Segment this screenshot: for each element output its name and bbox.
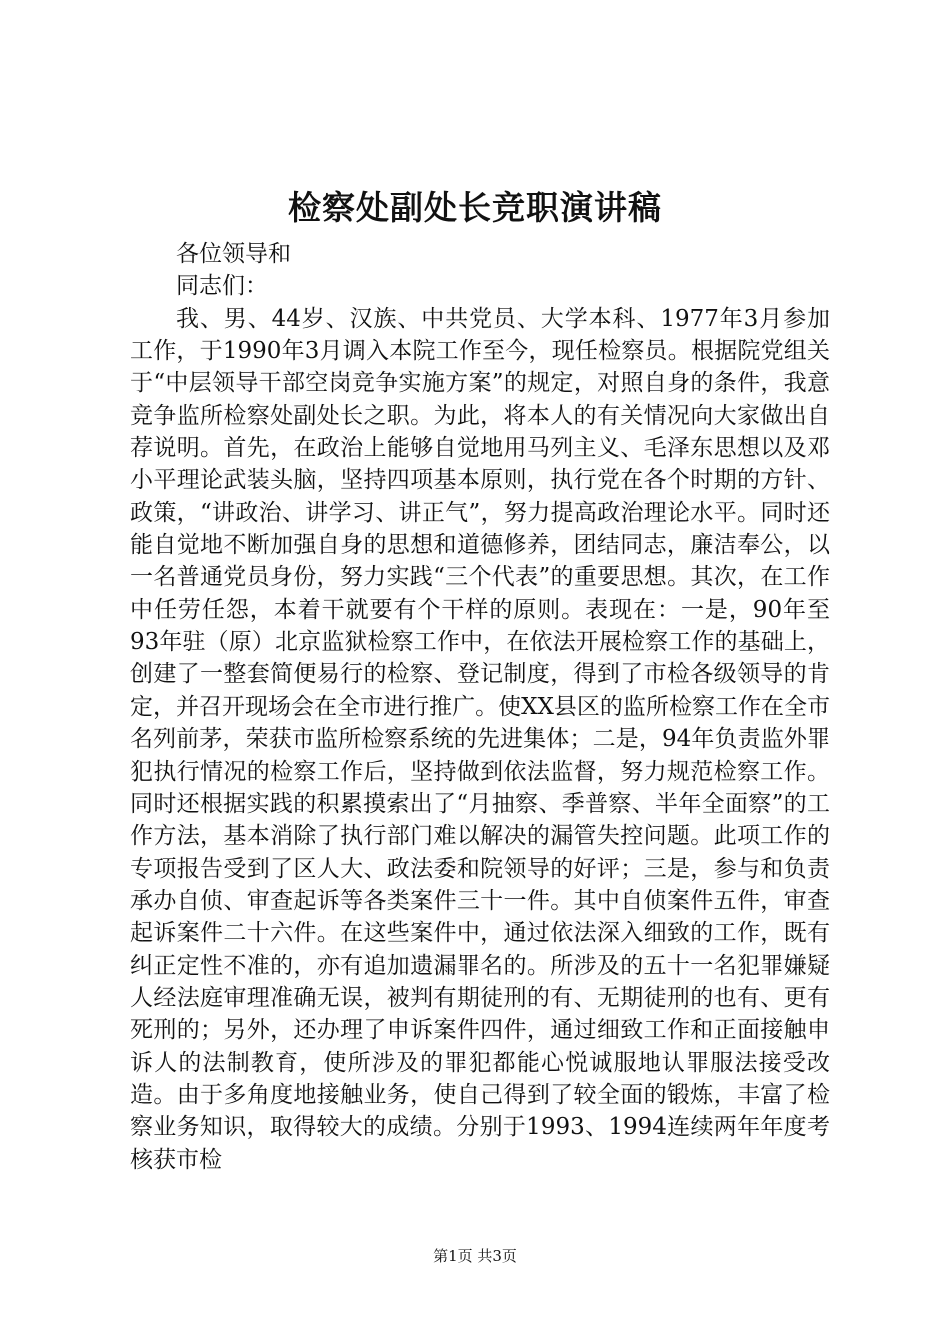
document-title: 检察处副处长竞职演讲稿	[288, 188, 662, 227]
page-footer: 第1页 共3页	[433, 1247, 517, 1265]
body-paragraph: 我、男、44岁、汉族、中共党员、大学本科、1977年3月参加工作，于1990年3月调入本院工作至今，现任检察员。根据院党组关于“中层领导干部空岗竞争实施方案”的规定，对照自身的条件，我意竞争监所检察处副处长之职。为此，将本人的有关情况向大家做出自荐说明。首先，在政治上能够自觉地用马列主义、毛泽东思想以及邓小平理论武装头脑，坚持四项基本原则，执行党在各个时期的方针、政策，“讲政治、讲学习、讲正气”，努力提高政治理论水平。同时还能自觉地不断加强自身的思想和道德修养，团结同志，廉洁奉公，以一名普通党员身份，努力实践“三个代表”的重要思想。其次，在工作中任劳任怨，本着干就要有个干样的原则。表现在：一是，90年至93年驻（原）北京监狱检察工作中，在依法开展检察工作的基础上，创建了一整套简便易行的检察、登记制度，得到了市检各级领导的肯定，并召开现场会在全市进行推广。使XX县区的监所检察工作在全市名列前茅，荣获市监所检察系统的先进集体；二是，94年负责监外罪犯执行情况的检察工作后，坚持做到依法监督，努力规范检察工作。同时还根据实践的积累摸索出了“月抽察、季普察、半年全面察”的工作方法，基本消除了执行部门难以解决的漏管失控问题。此项工作的专项报告受到了区人大、政法委和院领导的好评；三是，参与和负责承办自侦、审查起诉等各类案件三十一件。其中自侦案件五件，审查起诉案件二十六件。在这些案件中，通过依法深入细致的工作，既有纠正定性不准的，亦有追加遗漏罪名的。所涉及的五十一名犯罪嫌疑人经法庭审理准确无误，被判有期徒刑的有、无期徒刑的也有、更有死刑的；另外，还办理了申诉案件四件，通过细致工作和正面接触申诉人的法制教育，使所涉及的罪犯都能心悦诚服地认罪服法接受改造。由于多角度地接触业务，使自己得到了较全面的锻炼，丰富了检察业务知识，取得较大的成绩。分别于1993、1994连续两年年度考核获市检	[130, 305, 830, 1173]
document-body	[130, 238, 830, 1176]
salutation-line-1: 各位领导和	[176, 241, 291, 267]
salutation-line-2: 同志们：	[176, 273, 268, 300]
